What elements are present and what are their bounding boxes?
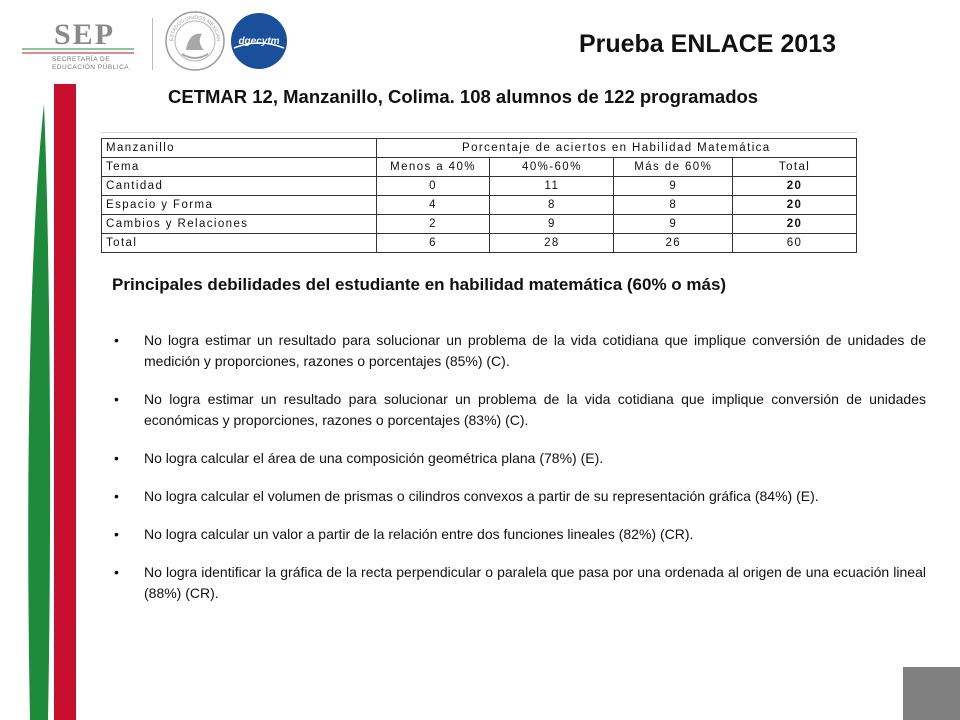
table-cell: 8	[490, 196, 614, 215]
list-item	[114, 330, 926, 372]
bullet-icon: •	[114, 332, 119, 348]
results-table	[101, 138, 857, 253]
green-decorative-stripe	[26, 104, 52, 720]
table-cell: 26	[614, 234, 733, 253]
sep-logo-subtitle-1: SECRETARÍA DE	[52, 56, 111, 63]
column-header: Menos a 40%	[376, 158, 490, 177]
table-title-row	[102, 139, 857, 158]
table-cell: 0	[376, 177, 490, 196]
table-cell-tema: Cantidad	[102, 177, 377, 196]
seal-text: ESTADOS UNIDOS MEXICAN	[168, 14, 222, 42]
weakness-list	[114, 330, 926, 621]
grid-line	[101, 132, 857, 133]
red-decorative-stripe	[54, 84, 76, 720]
list-item	[114, 389, 926, 431]
table-cell: 8	[614, 196, 733, 215]
list-item	[114, 524, 926, 545]
table-cell: 2	[376, 215, 490, 234]
table-cell: 9	[614, 215, 733, 234]
dgecytm-logo-text: dgecytm	[238, 36, 280, 47]
table-header-row	[102, 158, 857, 177]
column-header: Total	[733, 158, 857, 177]
table-cell-total: 20	[733, 215, 857, 234]
section-heading: Principales debilidades del estudiante en habilidad matemática (60% o más)	[112, 275, 727, 294]
sep-logo-word: SEP	[54, 18, 116, 51]
list-item-text: No logra calcular el área de una composición geométrica plana (78%) (E).	[144, 450, 604, 466]
table-cell-tema: Cambios y Relaciones	[102, 215, 377, 234]
table-cell: 9	[490, 215, 614, 234]
column-header: Más de 60%	[614, 158, 733, 177]
table-total-row	[102, 234, 857, 253]
header-divider	[152, 18, 153, 70]
sep-logo-lines	[22, 46, 134, 56]
table-title-right: Porcentaje de aciertos en Habilidad Matemática	[376, 139, 856, 158]
bullet-icon: •	[114, 450, 119, 466]
bullet-icon: •	[114, 488, 119, 504]
table-row	[102, 177, 857, 196]
bullet-icon: •	[114, 564, 119, 580]
table-cell: 28	[490, 234, 614, 253]
table-cell: 6	[376, 234, 490, 253]
corner-decorative-block	[903, 667, 960, 720]
table-row	[102, 196, 857, 215]
dgecytm-logo	[230, 12, 288, 70]
table-cell: 11	[490, 177, 614, 196]
table-cell: 9	[614, 177, 733, 196]
list-item	[114, 486, 926, 507]
table-cell-tema: Espacio y Forma	[102, 196, 377, 215]
list-item	[114, 562, 926, 604]
column-header: 40%-60%	[490, 158, 614, 177]
page-title: Prueba ENLACE 2013	[578, 30, 836, 58]
list-item-text: No logra calcular el volumen de prismas o cilindros convexos a partir de su representación gráfica (84%) (E).	[144, 488, 819, 504]
list-item	[114, 448, 926, 469]
list-item-text: No logra calcular un valor a partir de la relación entre dos funciones lineales (82%) (CR).	[144, 526, 694, 542]
bullet-icon: •	[114, 526, 119, 542]
table-cell-total: 60	[733, 234, 857, 253]
sep-logo-subtitle-2: EDUCACIÓN PÚBLICA	[52, 64, 130, 71]
list-item-text: No logra identificar la gráfica de la recta perpendicular o paralela que pasa por una ordenada al origen de una ecuación lineal (88%) (CR).	[144, 564, 926, 601]
table-cell-total: 20	[733, 196, 857, 215]
list-item-text: No logra estimar un resultado para solucionar un problema de la vida cotidiana que implique conversión de unidades de medición y proporciones, razones o porcentajes (85%) (C).	[144, 332, 926, 369]
table-cell-total: 20	[733, 177, 857, 196]
list-item-text: No logra estimar un resultado para solucionar un problema de la vida cotidiana que implique conversión de unidades económicas y proporciones, razones o porcentajes (83%) (C).	[144, 391, 926, 428]
page-subtitle: CETMAR 12, Manzanillo, Colima. 108 alumnos de 122 programados	[168, 86, 759, 107]
table-cell: 4	[376, 196, 490, 215]
sep-logo	[22, 20, 134, 74]
table-title-left: Manzanillo	[102, 139, 377, 158]
national-seal-logo	[164, 10, 226, 72]
column-header: Tema	[102, 158, 377, 177]
bullet-icon: •	[114, 391, 119, 407]
table-cell-tema: Total	[102, 234, 377, 253]
table-row	[102, 215, 857, 234]
